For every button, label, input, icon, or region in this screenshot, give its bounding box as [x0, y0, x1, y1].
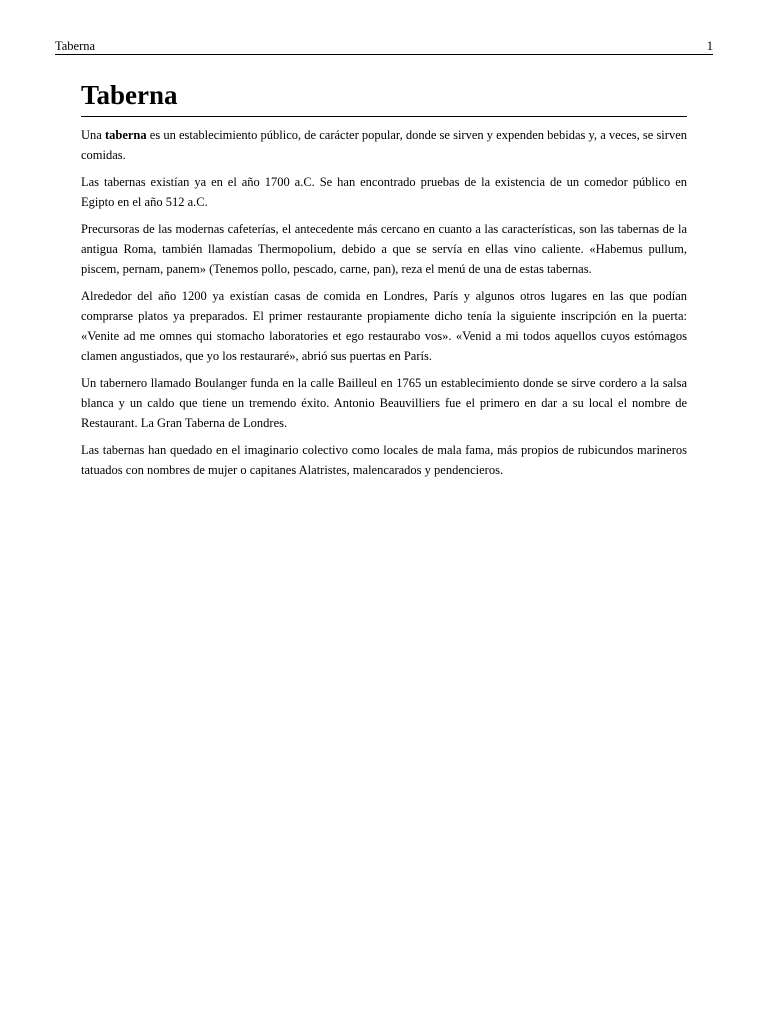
paragraph-intro: [81, 125, 687, 165]
page-title: Taberna: [81, 78, 687, 117]
paragraph-boulanger: Un tabernero llamado Boulanger funda en la calle Bailleul en 1765 un establecimiento donde se sirve cordero a la salsa blanca y un caldo que tiene un tremendo éxito. Antonio Beauvilliers fue el primero en dar a su local el nombre de Restaurant. La Gran Taberna de Londres.: [81, 376, 687, 430]
running-title: Taberna: [55, 39, 96, 53]
paragraph-history: Las tabernas existían ya en el año 1700 a.C. Se han encontrado pruebas de la existencia de un comedor público en Egipto en el año 512 a.C.: [81, 175, 687, 209]
paragraph-imaginario: Las tabernas han quedado en el imaginario colectivo como locales de mala fama, más propios de rubicundos marineros tatuados con nombres de mujer o capitanes Alatristes, malencarados y pendencieros.: [81, 443, 687, 477]
paragraph-intro-rest: es un establecimiento público, de carácter popular, donde se sirven y expenden bebidas y, a veces, se sirven comidas.: [81, 128, 687, 162]
paragraph-restaurants: Alrededor del año 1200 ya existían casas de comida en Londres, París y algunos otros lugares en las que podían comprarse platos ya preparados. El primer restaurante propiamente dicho tenía la siguiente inscripción en la puerta: «Venite ad me omnes qui stomacho laboratories et ego restaurabo vos». «Venid a mi todos aquellos cuyos estómagos clamen angustiados, que yo los restauraré», abrió sus puertas en París.: [81, 289, 687, 363]
paragraph-intro-lead: Una: [81, 128, 105, 142]
page-number: 1: [706, 39, 713, 53]
term-taberna: taberna: [104, 128, 147, 142]
paragraph-rome: Precursoras de las modernas cafeterías, el antecedente más cercano en cuanto a las características, son las tabernas de la antigua Roma, también llamadas Thermopolium, debido a que se servía en ellas vino caliente. «Habemus pullum, piscem, pernam, panem» (Tenemos pollo, pescado, carne, pan), reza el menú de una de estas tabernas.: [81, 222, 687, 276]
article-body: [81, 125, 687, 480]
article: [81, 78, 687, 487]
running-header: [55, 38, 713, 55]
